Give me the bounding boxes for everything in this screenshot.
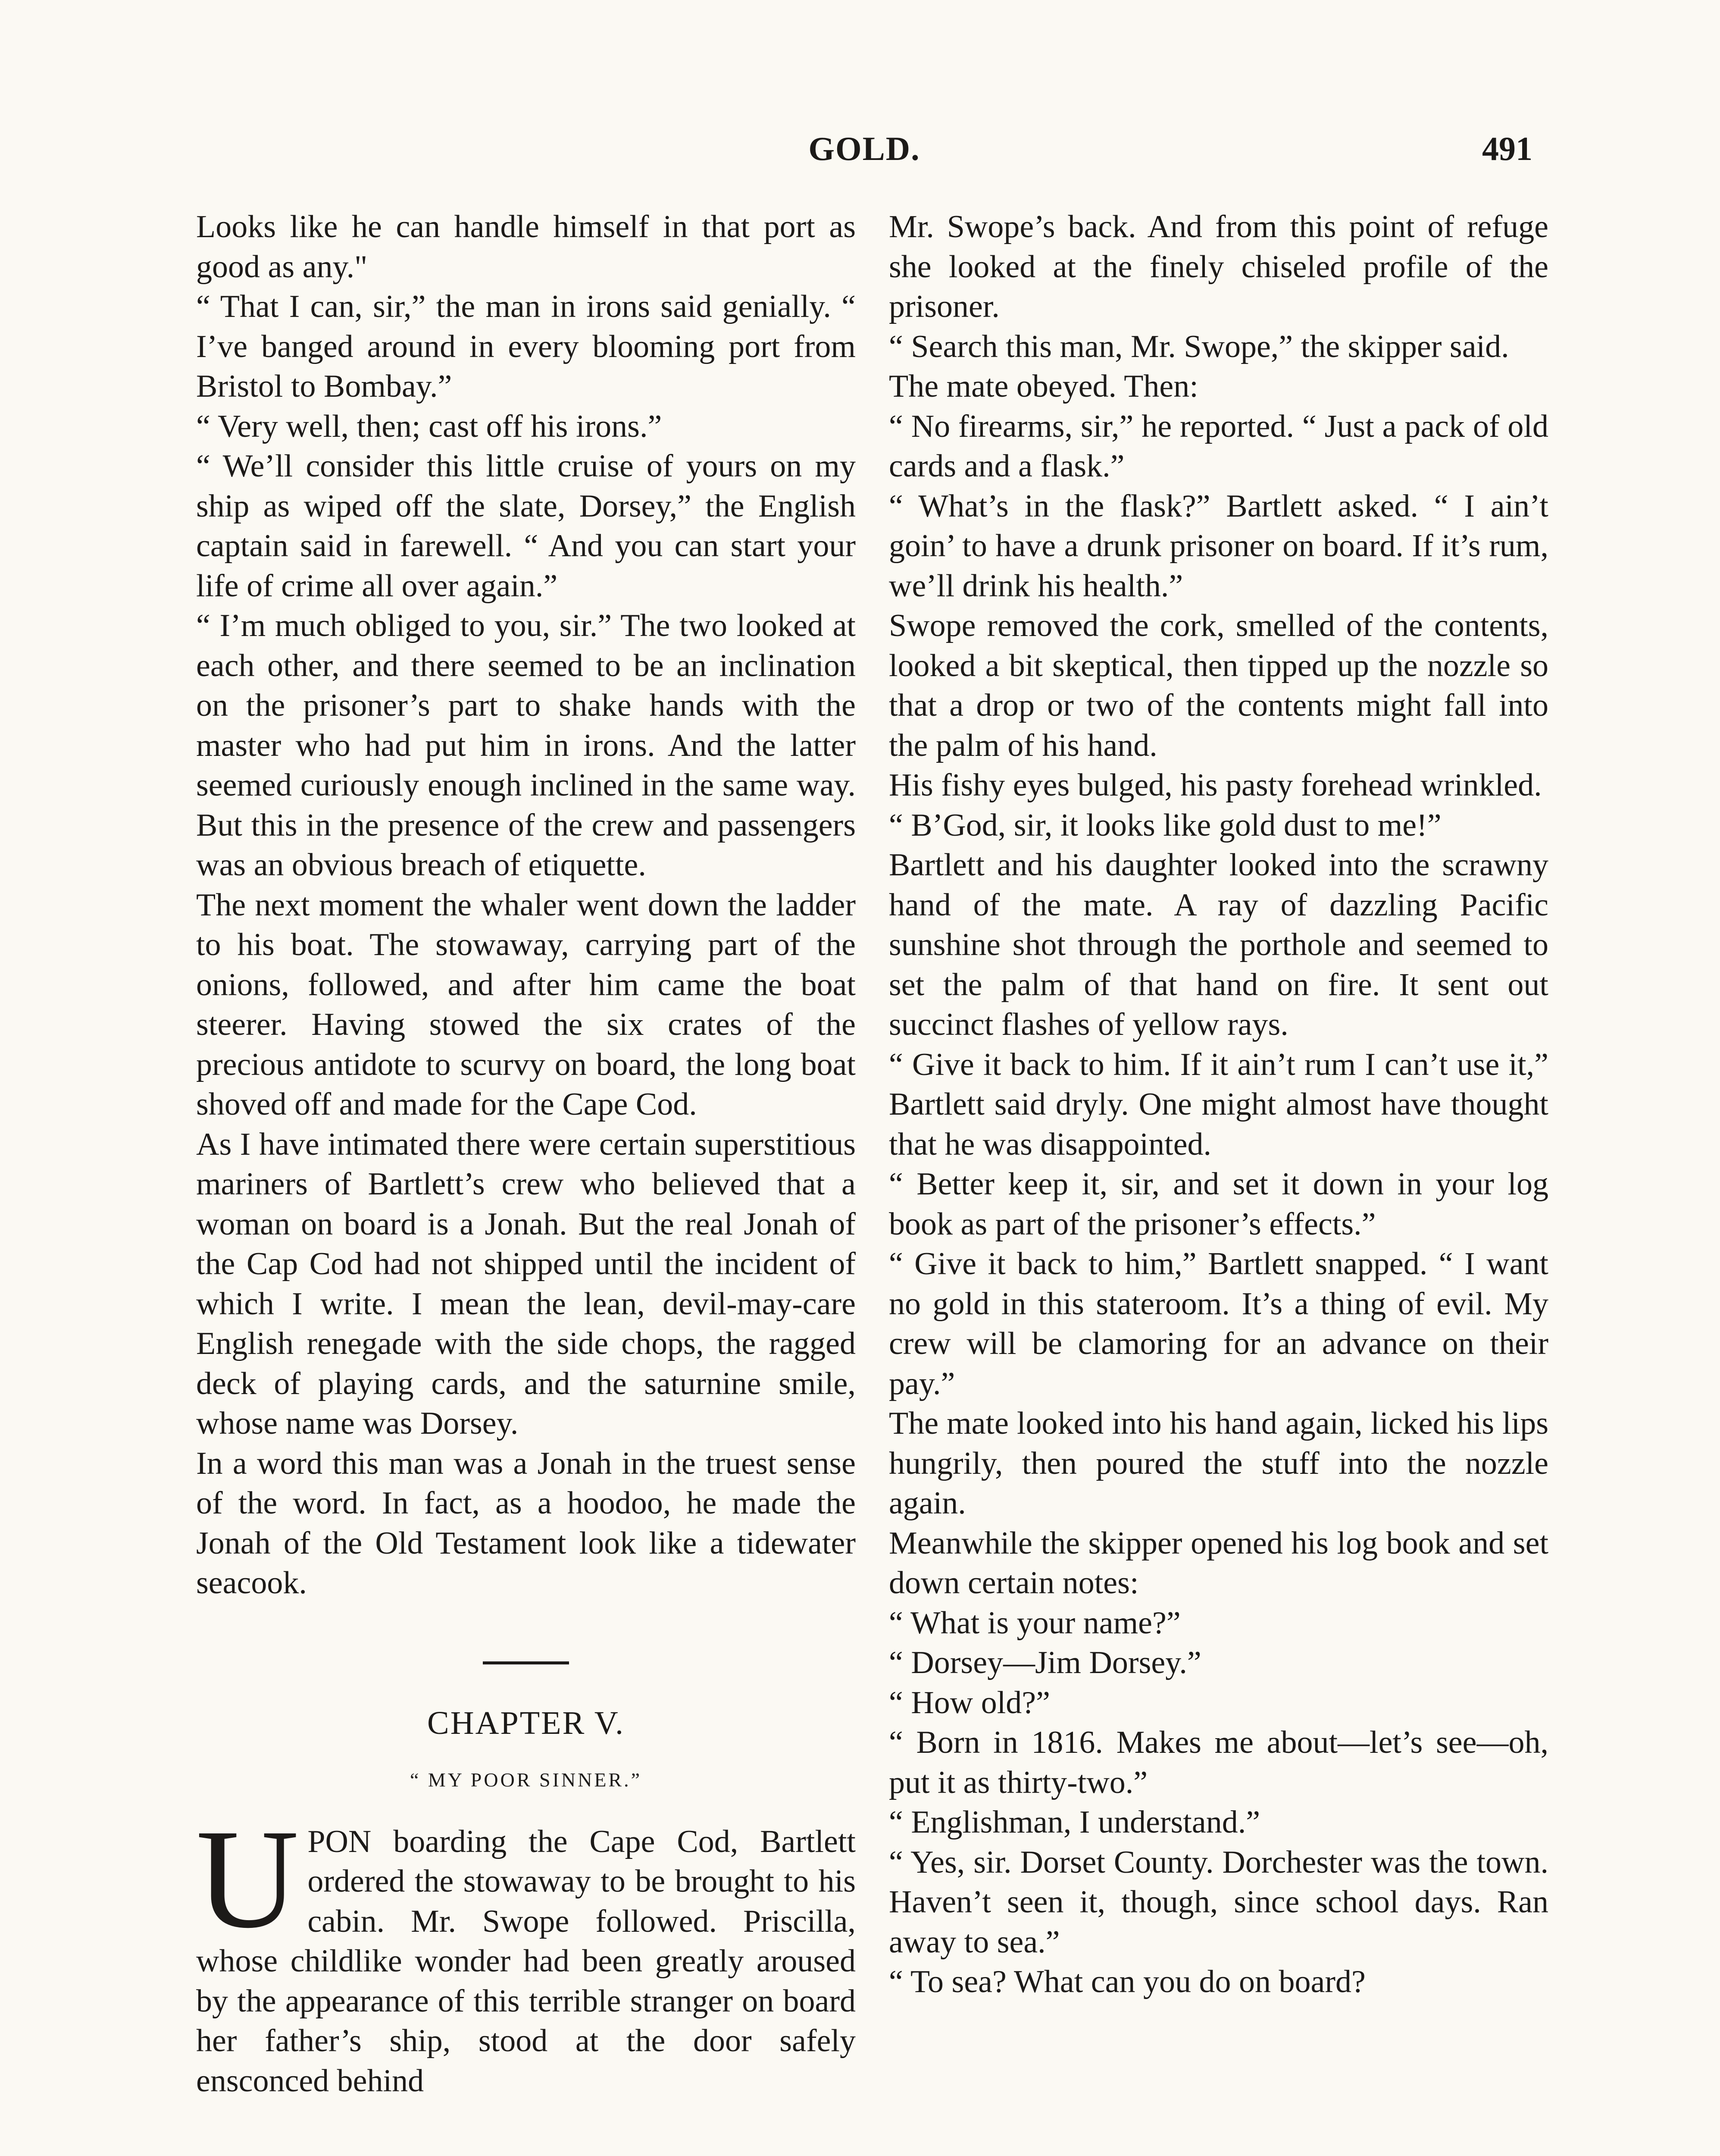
section-divider: [483, 1661, 569, 1664]
paragraph: “ What’s in the flask?” Bartlett asked. “ I ain’t goin’ to have a drunk prisoner on board. If it’s rum, we’ll drink his health.”: [889, 488, 1548, 604]
paragraph: Mr. Swope’s back. And from this point of refuge she looked at the finely chiseled profile of the prisoner.: [889, 209, 1548, 324]
chapter-subtitle: “ MY POOR SINNER.”: [410, 1769, 642, 1791]
paragraph: “ Give it back to him. If it ain’t rum I can’t use it,” Bartlett said dryly. One might almost have thought that he was disappointed.: [889, 1047, 1548, 1162]
paragraph: “ That I can, sir,” the man in irons said genially. “ I’ve banged around in every blooming port from Bristol to Bombay.”: [196, 289, 856, 404]
paragraph: “ How old?”: [889, 1685, 1050, 1720]
paragraph: The mate looked into his hand again, licked his lips hungrily, then poured the stuff into the nozzle again.: [889, 1406, 1548, 1521]
paragraph: “ Search this man, Mr. Swope,” the skipper said.: [889, 329, 1509, 364]
paragraph: “ B’God, sir, it looks like gold dust to me!”: [889, 807, 1442, 843]
chapter-opening-text: PON boarding the Cape Cod, Bartlett ordered the stowaway to be brought to his cabin. Mr. Swope followed. Priscilla, whose childlike wonder had been greatly aroused by the appearance of this terrible stranger on board her father’s ship, stood at the door safely ensconced behind: [196, 1824, 856, 2099]
right-column: [889, 207, 1548, 2002]
chapter-opening-paragraph: [196, 1800, 856, 2101]
paragraph: “ Englishman, I understand.”: [889, 1805, 1260, 1840]
paragraph: Meanwhile the skipper opened his log book and set down certain notes:: [889, 1525, 1548, 1601]
page-header: [196, 129, 1532, 177]
paragraph: “ Born in 1816. Makes me about—let’s see—oh, put it as thirty-two.”: [889, 1725, 1548, 1800]
paragraph: “ What is your name?”: [889, 1605, 1181, 1641]
paragraph: “ We’ll consider this little cruise of yours on my ship as wiped off the slate, Dorsey,” the English captain said in farewell. “ And you can start your life of crime all over again.”: [196, 448, 856, 604]
paragraph: The mate obeyed. Then:: [889, 369, 1198, 404]
paragraph: “ Dorsey—Jim Dorsey.”: [889, 1645, 1201, 1680]
drop-cap: U: [196, 1800, 299, 1958]
paragraph: Swope removed the cork, smelled of the contents, looked a bit skeptical, then tipped up the nozzle so that a drop or two of the contents might fall into the palm of his hand.: [889, 608, 1548, 763]
paragraph: “ Better keep it, sir, and set it down in your log book as part of the prisoner’s effects.”: [889, 1166, 1548, 1242]
paragraph: As I have intimated there were certain superstitious mariners of Bartlett’s crew who believed that a woman on board is a Jonah. But the real Jonah of the Cap Cod had not shipped until the incident of which I write. I mean the lean, devil-may-care English renegade with the side chops, the ragged deck of playing cards, and the saturnine smile, whose name was Dorsey.: [196, 1126, 856, 1441]
paragraph: Looks like he can handle himself in that port as good as any.": [196, 209, 856, 285]
paragraph: “ Yes, sir. Dorset County. Dorchester was the town. Haven’t seen it, though, since school days. Ran away to sea.”: [889, 1844, 1548, 1960]
paragraph: “ I’m much obliged to you, sir.” The two looked at each other, and there seemed to be an inclination on the prisoner’s part to shake hands with the master who had put him in irons. And the latter seemed curiously enough inclined in the same way. But this in the presence of the crew and passengers was an obvious breach of etiquette.: [196, 608, 856, 883]
paragraph: The next moment the whaler went down the ladder to his boat. The stowaway, carrying part of the onions, followed, and after him came the boat steerer. Having stowed the six crates of the precious antidote to scurvy on board, the long boat shoved off and made for the Cape Cod.: [196, 887, 856, 1122]
running-title: GOLD.: [808, 130, 920, 167]
paragraph: Bartlett and his daughter looked into the scrawny hand of the mate. A ray of dazzling Pacific sunshine shot through the porthole and seemed to set the palm of that hand on fire. It sent out succinct flashes of yellow rays.: [889, 847, 1548, 1042]
page-number: 491: [1482, 130, 1532, 167]
paragraph: “ Very well, then; cast off his irons.”: [196, 408, 662, 444]
paragraph: “ To sea? What can you do on board?: [889, 1964, 1366, 1999]
paragraph: “ Give it back to him,” Bartlett snapped. “ I want no gold in this stateroom. It’s a thing of evil. My crew will be clamoring for an advance on their pay.”: [889, 1246, 1548, 1401]
paragraph: In a word this man was a Jonah in the truest sense of the word. In fact, as a hoodoo, he made the Jonah of the Old Testament look like a tidewater seacook.: [196, 1445, 856, 1601]
paragraph: “ No firearms, sir,” he reported. “ Just a pack of old cards and a flask.”: [889, 408, 1548, 484]
chapter-heading: CHAPTER V.: [427, 1705, 625, 1741]
left-column: [196, 207, 856, 2101]
paragraph: His fishy eyes bulged, his pasty forehead wrinkled.: [889, 768, 1542, 803]
